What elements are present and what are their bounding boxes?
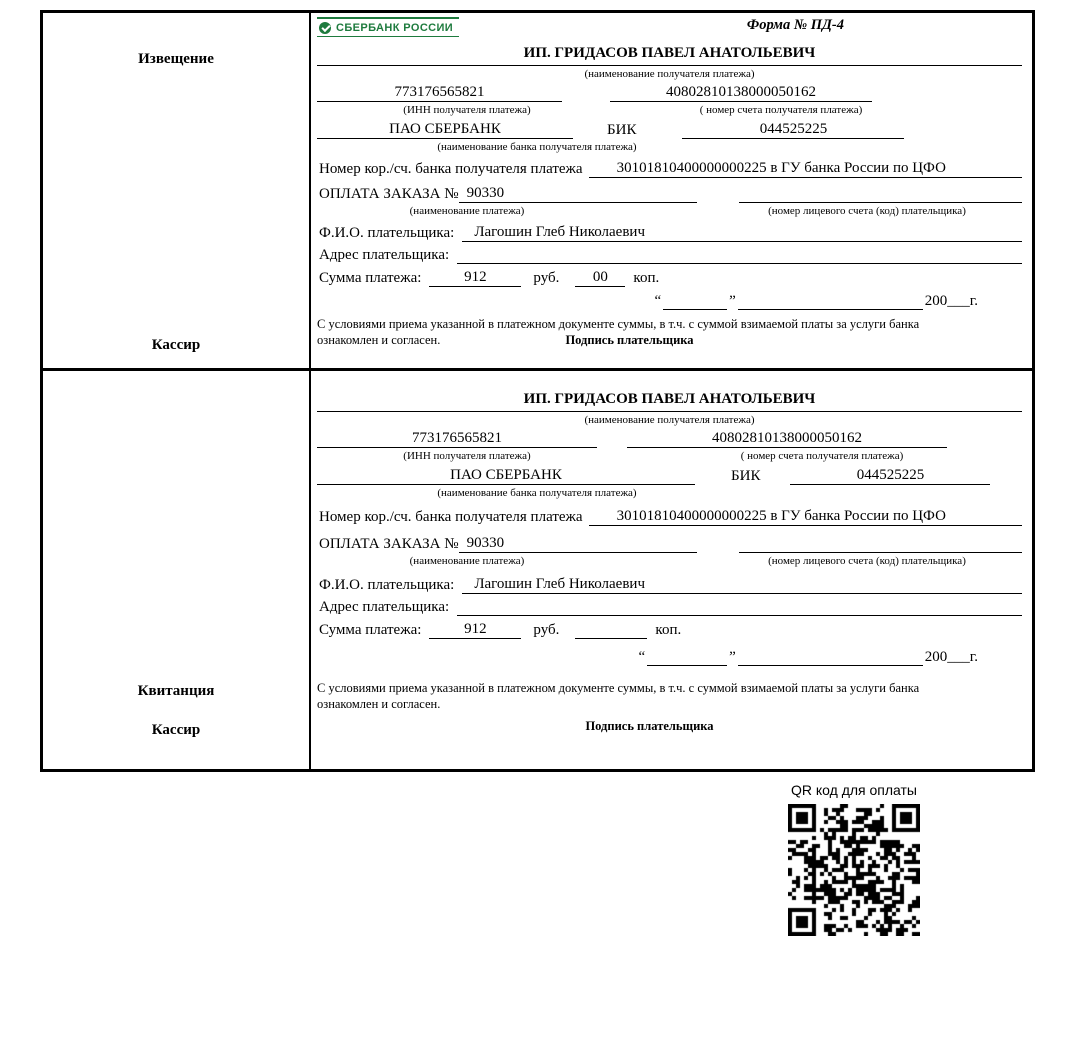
amount-label: Сумма платежа:: [319, 622, 422, 638]
qr-block: [784, 782, 924, 936]
bank-name: ПАО СБЕРБАНК: [317, 121, 573, 139]
sberbank-logo: [317, 17, 459, 37]
address-label: Адрес плательщика:: [319, 599, 450, 615]
address-blank-line: [457, 247, 1022, 264]
amount-row: [317, 621, 1022, 639]
quote-close: ”: [729, 649, 736, 665]
bank-name: ПАО СБЕРБАНК: [317, 467, 695, 485]
kop-label: коп.: [633, 270, 660, 286]
notice-content: [311, 13, 1032, 368]
quote-close: ”: [729, 293, 736, 309]
notice-section: [43, 13, 1032, 371]
receipt-cashier-label: Кассир: [151, 722, 201, 738]
form-number: Форма № ПД-4: [746, 17, 844, 33]
bik-value: 044525225: [790, 467, 990, 485]
amount-label: Сумма платежа:: [319, 270, 422, 286]
date-month-blank-line: [738, 293, 923, 310]
inn-value: 773176565821: [317, 84, 562, 102]
pd4-form: [40, 10, 1035, 772]
address-blank-line: [457, 599, 1022, 616]
signature-label: Подпись плательщика: [585, 718, 714, 733]
bik-label: БИК: [731, 468, 761, 484]
amount-row: [317, 269, 1022, 287]
bik-value: 044525225: [682, 121, 904, 139]
year-label: 200___г.: [924, 293, 978, 309]
bank-row: [317, 121, 1022, 139]
account-value: 40802810138000050162: [610, 84, 872, 102]
personal-account-caption: (номер лицевого счета (код) плательщика): [768, 205, 966, 217]
sberbank-logo-text: СБЕРБАНК РОССИИ: [336, 22, 454, 34]
receipt-section-label: Квитанция: [137, 683, 215, 699]
qr-code: [788, 804, 920, 936]
bank-row: [317, 467, 1022, 485]
corr-label: Номер кор./сч. банка получателя платежа: [319, 509, 583, 525]
receipt-payee-name: ИП. ГРИДАСОВ ПАВЕЛ АНАТОЛЬЕВИЧ: [317, 391, 1022, 412]
quote-open: “: [638, 649, 646, 665]
personal-account-blank-line: [739, 536, 1022, 553]
receipt-left-cell: [43, 371, 311, 769]
inn-caption: (ИНН получателя платежа): [403, 450, 531, 462]
bank-caption: (наименование банка получателя платежа): [437, 141, 637, 153]
qr-label: QR код для оплаты: [790, 782, 917, 798]
purpose-caption: (наименование платежа): [409, 205, 525, 217]
year-label: 200___г.: [924, 649, 978, 665]
agreement-text: С условиями приема указанной в платежном документе суммы, в т.ч. с суммой взимаемой платы за услуги банка ознакомлен и согласен.: [317, 681, 920, 712]
receipt-content: [311, 371, 1032, 769]
payer-label: Ф.И.О. плательщика:: [319, 577, 455, 593]
payer-value: Лагошин Глеб Николаевич: [462, 224, 1022, 242]
bik-label: БИК: [607, 122, 637, 138]
amount-rub-value: 912: [429, 269, 521, 287]
inn-account-row: [317, 84, 1022, 102]
date-row: [317, 649, 1022, 666]
address-label: Адрес плательщика:: [319, 247, 450, 263]
inn-account-captions: [317, 104, 1022, 116]
sberbank-logo-icon: [319, 22, 331, 34]
notice-payee-name: ИП. ГРИДАСОВ ПАВЕЛ АНАТОЛЬЕВИЧ: [317, 45, 1022, 66]
account-value: 40802810138000050162: [627, 430, 947, 448]
date-month-blank-line: [738, 649, 923, 666]
payer-row: [317, 576, 1022, 594]
payee-caption: (наименование получателя платежа): [584, 68, 755, 80]
corr-row: [317, 508, 1022, 526]
inn-account-row: [317, 430, 1022, 448]
signature-label: Подпись плательщика: [565, 332, 694, 347]
agreement-block: [317, 316, 1022, 348]
notice-cashier-label: Кассир: [151, 337, 201, 353]
payer-value: Лагошин Глеб Николаевич: [462, 576, 1022, 594]
address-row: [317, 599, 1022, 616]
amount-kop-value: [575, 622, 647, 639]
payer-row: [317, 224, 1022, 242]
agreement-block: [317, 680, 1022, 734]
kop-label: коп.: [655, 622, 682, 638]
date-day-blank-line: [663, 293, 727, 310]
notice-header-row: [317, 17, 1022, 43]
date-day-blank-line: [647, 649, 727, 666]
purpose-prefix: ОПЛАТА ЗАКАЗА №: [319, 536, 459, 552]
purpose-captions: [317, 555, 1022, 567]
quote-open: “: [654, 293, 662, 309]
inn-account-captions: [317, 450, 1022, 462]
notice-section-label: Извещение: [138, 51, 214, 67]
personal-account-blank-line: [739, 186, 1022, 203]
bank-caption: (наименование банка получателя платежа): [437, 487, 637, 499]
rub-label: руб.: [533, 270, 560, 286]
agreement-text: С условиями приема указанной в платежном документе суммы, в т.ч. с суммой взимаемой платы за услуги банка ознакомлен и согласен.: [317, 317, 920, 348]
inn-caption: (ИНН получателя платежа): [403, 104, 531, 116]
purpose-value: 90330: [459, 535, 697, 553]
payer-label: Ф.И.О. плательщика:: [319, 225, 455, 241]
purpose-caption: (наименование платежа): [409, 555, 525, 567]
purpose-prefix: ОПЛАТА ЗАКАЗА №: [319, 186, 459, 202]
purpose-captions: [317, 205, 1022, 217]
purpose-row: [317, 535, 1022, 553]
account-caption: ( номер счета получателя платежа): [740, 450, 904, 462]
amount-kop-value: 00: [575, 269, 625, 287]
corr-value: 30101810400000000225 в ГУ банка России по ЦФО: [589, 508, 1022, 526]
corr-row: [317, 160, 1022, 178]
notice-left-cell: [43, 13, 311, 368]
payee-caption: (наименование получателя платежа): [584, 414, 755, 426]
amount-rub-value: 912: [429, 621, 521, 639]
address-row: [317, 247, 1022, 264]
account-caption: ( номер счета получателя платежа): [699, 104, 863, 116]
purpose-value: 90330: [459, 185, 697, 203]
corr-value: 30101810400000000225 в ГУ банка России по ЦФО: [589, 160, 1022, 178]
date-row: [317, 293, 1022, 310]
receipt-section: [43, 371, 1032, 769]
inn-value: 773176565821: [317, 430, 597, 448]
corr-label: Номер кор./сч. банка получателя платежа: [319, 161, 583, 177]
personal-account-caption: (номер лицевого счета (код) плательщика): [768, 555, 966, 567]
rub-label: руб.: [533, 622, 560, 638]
purpose-row: [317, 185, 1022, 203]
